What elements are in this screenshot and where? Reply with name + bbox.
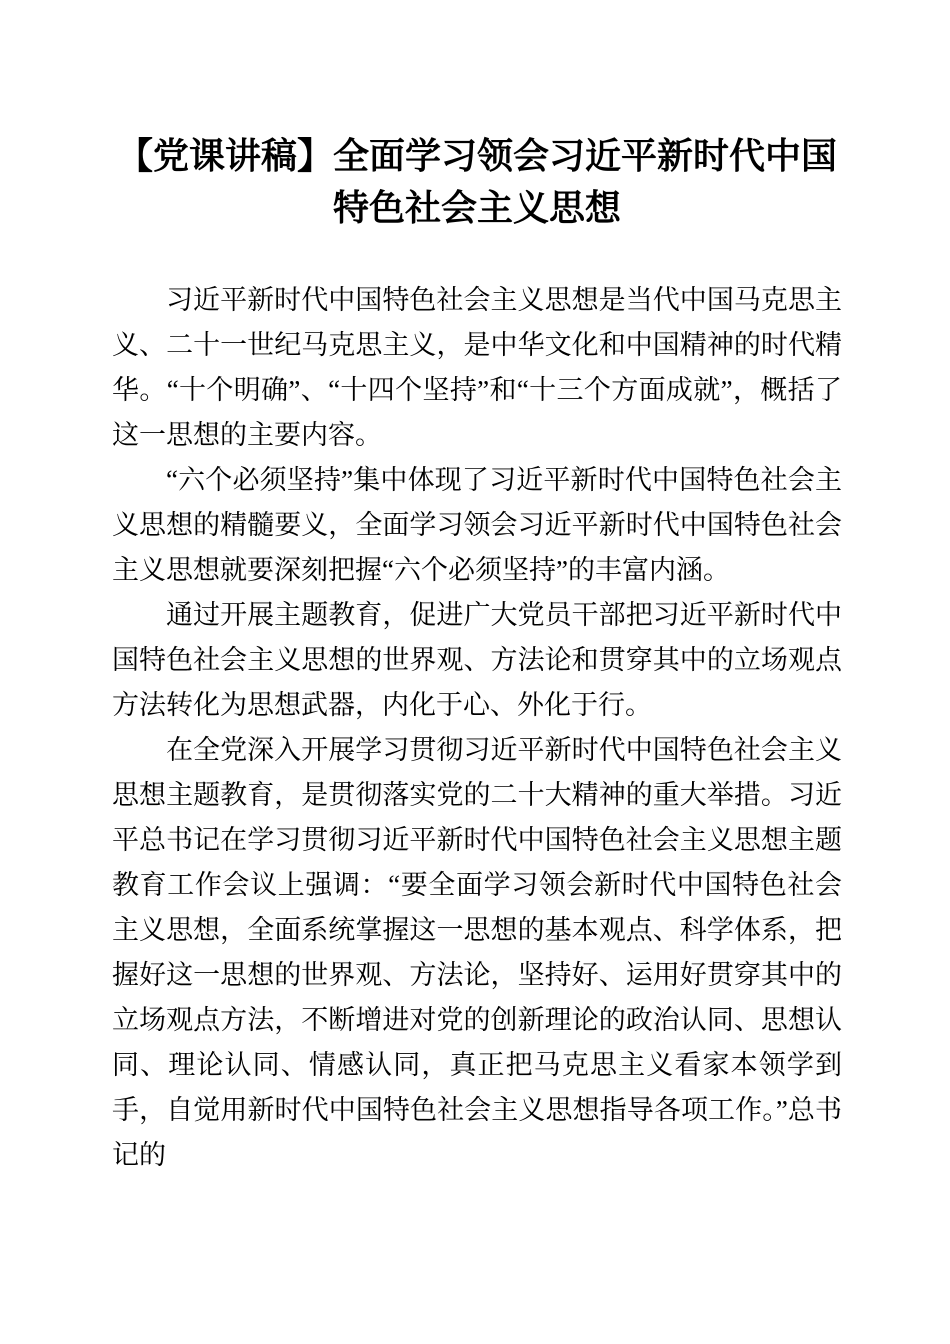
paragraph-3: 通过开展主题教育，促进广大党员干部把习近平新时代中国特色社会主义思想的世界观、方法论和贯穿其中的立场观点方法转化为思想武器，内化于心、外化于行。 — [112, 600, 842, 720]
document-content — [112, 130, 842, 1178]
paragraph-4: 在全党深入开展学习贯彻习近平新时代中国特色社会主义思想主题教育，是贯彻落实党的二十大精神的重大举措。习近平总书记在学习贯彻习近平新时代中国特色社会主义思想主题教育工作会议上强调：“要全面学习领会新时代中国特色社会主义思想，全面系统掌握这一思想的基本观点、科学体系，把握好这一思想的世界观、方法论，坚持好、运用好贯穿其中的立场观点方法，不断增进对党的创新理论的政治认同、思想认同、理论认同、情感认同，真正把马克思主义看家本领学到手，自觉用新时代中国特色社会主义思想指导各项工作。”总书记的 — [112, 735, 842, 1170]
paragraph-1: 习近平新时代中国特色社会主义思想是当代中国马克思主义、二十一世纪马克思主义，是中华文化和中国精神的时代精华。“十个明确”、“十四个坚持”和“十三个方面成就”，概括了这一思想的主要内容。 — [112, 285, 842, 450]
paragraph-2: “六个必须坚持”集中体现了习近平新时代中国特色社会主义思想的精髓要义，全面学习领会习近平新时代中国特色社会主义思想就要深刻把握“六个必须坚持”的丰富内涵。 — [112, 465, 842, 585]
document-body — [112, 278, 842, 1178]
document-title: 【党课讲稿】全面学习领会习近平新时代中国特色社会主义思想 — [116, 136, 837, 228]
